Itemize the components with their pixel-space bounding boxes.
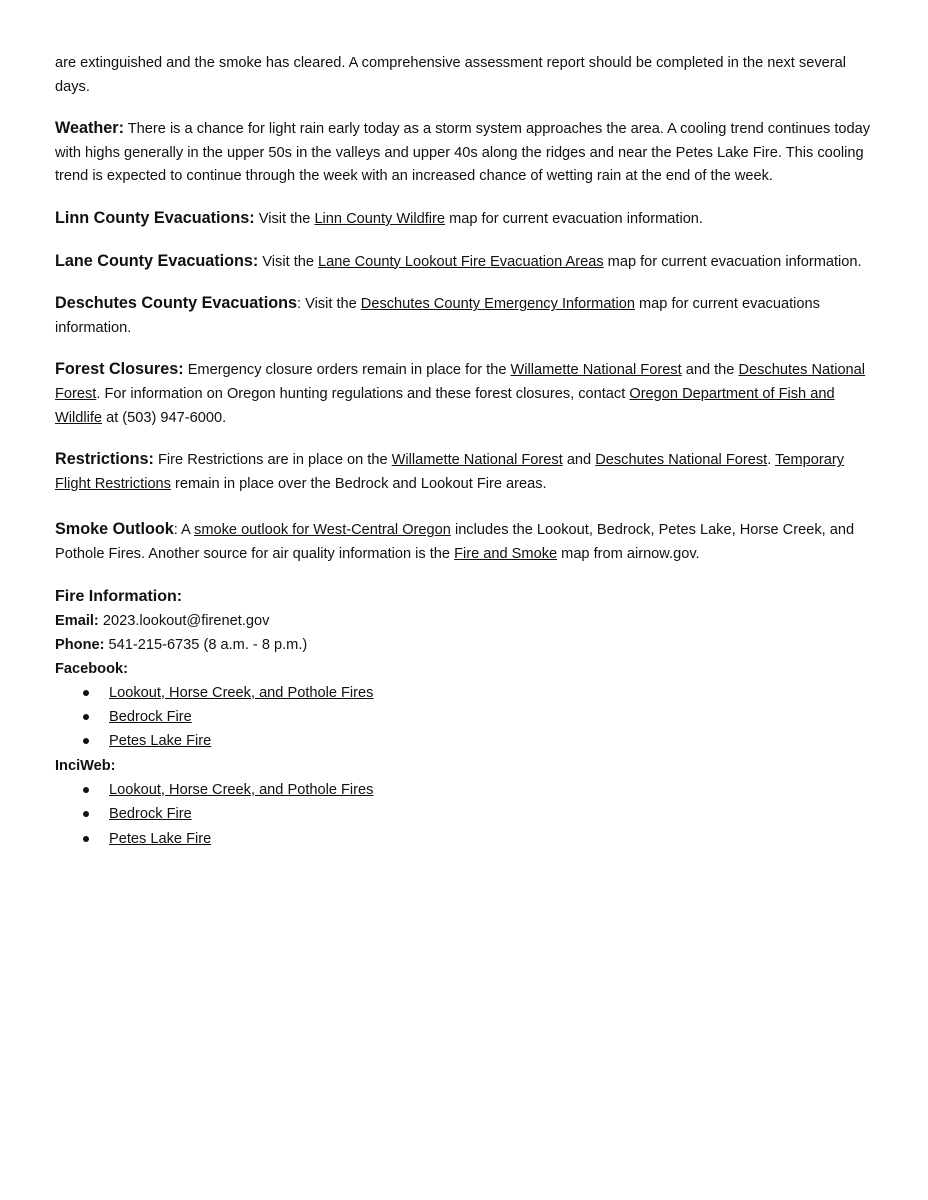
deschutes-emergency-info-link[interactable]: Deschutes County Emergency Information <box>360 296 635 313</box>
smoke-outlook-label: Smoke Outlook <box>55 520 174 539</box>
restrictions-label: Restrictions: <box>55 450 154 469</box>
list-item <box>55 778 880 802</box>
deschutes-county-label: Deschutes County Evacuations <box>55 294 297 313</box>
email-line <box>55 609 880 633</box>
deschutes-post: map for current evacuations information. <box>55 296 820 336</box>
inciweb-bedrock-link[interactable]: Bedrock Fire <box>109 806 192 823</box>
document-page <box>55 52 880 851</box>
linn-county-label: Linn County Evacuations: <box>55 208 255 227</box>
list-item <box>55 729 880 753</box>
email-value: 2023.lookout@firenet.gov <box>98 612 270 629</box>
smoke-outlook-link[interactable]: smoke outlook for West-Central Oregon <box>194 522 451 539</box>
closures-text-4: at (503) 947-6000. <box>102 409 227 426</box>
lane-pre: Visit the <box>258 253 319 270</box>
closures-text-2: and the <box>681 362 739 379</box>
inciweb-links-list <box>55 778 880 851</box>
restrictions-text-1: Fire Restrictions are in place on the <box>153 452 392 469</box>
deschutes-pre: : Visit the <box>296 296 361 313</box>
restrictions-text-3: . <box>767 452 776 469</box>
inciweb-label-text: InciWeb: <box>55 757 116 774</box>
facebook-lookout-link[interactable]: Lookout, Horse Creek, and Pothole Fires <box>109 684 374 701</box>
facebook-links-list <box>55 681 880 754</box>
lane-post: map for current evacuation information. <box>603 253 862 270</box>
smoke-text-1: : A <box>173 522 195 539</box>
list-item <box>55 827 880 851</box>
weather-paragraph <box>55 117 880 189</box>
linn-county-wildfire-link[interactable]: Linn County Wildfire <box>314 210 446 227</box>
smoke-text-2: includes the Lookout, Bedrock, Petes Lake, Horse Creek, and Pothole Fires. Another source for air quality information is the <box>55 522 855 562</box>
phone-line <box>55 633 880 657</box>
linn-county-paragraph <box>55 207 880 232</box>
inciweb-label <box>55 754 880 778</box>
phone-value: 541-215-6735 (8 a.m. - 8 p.m.) <box>104 636 308 653</box>
forest-closures-paragraph <box>55 358 880 430</box>
facebook-petes-lake-link[interactable]: Petes Lake Fire <box>109 733 212 750</box>
odfw-link[interactable]: Oregon Department of Fish and Wildlife <box>55 385 835 426</box>
list-item <box>55 705 880 729</box>
restrictions-text-4: remain in place over the Bedrock and Lookout Fire areas. <box>170 475 547 492</box>
fire-information-heading: Fire Information: <box>55 587 183 605</box>
facebook-label-text: Facebook: <box>55 660 128 677</box>
closures-text-1: Emergency closure orders remain in place for the <box>183 362 511 379</box>
deschutes-forest-link[interactable]: Deschutes National Forest <box>55 362 866 402</box>
restrictions-deschutes-link[interactable]: Deschutes National Forest <box>595 452 768 469</box>
willamette-forest-link[interactable]: Willamette National Forest <box>510 362 682 379</box>
smoke-text-3: map from airnow.gov. <box>557 545 700 562</box>
list-item <box>55 681 880 705</box>
lane-county-paragraph <box>55 250 880 275</box>
phone-label: Phone: <box>55 636 105 653</box>
intro-paragraph: are extinguished and the smoke has cleared. A comprehensive assessment report should be completed in the next several days. <box>55 55 846 95</box>
deschutes-county-paragraph <box>55 292 880 340</box>
lane-county-label: Lane County Evacuations: <box>55 251 259 270</box>
weather-label: Weather: <box>55 119 124 138</box>
list-item <box>55 802 880 826</box>
lane-county-evacuation-link[interactable]: Lane County Lookout Fire Evacuation Areas <box>318 253 604 270</box>
temporary-flight-restrictions-link[interactable]: Temporary Flight Restrictions <box>55 452 844 492</box>
restrictions-paragraph <box>55 448 880 496</box>
fire-and-smoke-link[interactable]: Fire and Smoke <box>454 545 558 562</box>
facebook-bedrock-link[interactable]: Bedrock Fire <box>109 708 192 725</box>
linn-post: map for current evacuation information. <box>445 210 703 227</box>
forest-closures-label: Forest Closures: <box>55 360 184 379</box>
weather-text: There is a chance for light rain early today as a storm system approaches the area. A cooling trend continues today with highs generally in the upper 50s in the valleys and upper 40s along the ridges and near the Petes Lake Fire. This cooling trend is expected to continue through the week with an increased chance of wetting rain at the end of the week. <box>55 121 871 185</box>
email-label: Email: <box>55 612 99 629</box>
closures-text-3: . For information on Oregon hunting regulations and these forest closures, contact <box>96 385 630 402</box>
inciweb-lookout-link[interactable]: Lookout, Horse Creek, and Pothole Fires <box>109 781 374 798</box>
inciweb-petes-lake-link[interactable]: Petes Lake Fire <box>109 830 212 847</box>
smoke-outlook-paragraph <box>55 518 880 566</box>
restrictions-text-2: and <box>562 452 596 469</box>
linn-pre: Visit the <box>254 210 315 227</box>
restrictions-willamette-link[interactable]: Willamette National Forest <box>391 452 563 469</box>
facebook-label <box>55 657 880 681</box>
